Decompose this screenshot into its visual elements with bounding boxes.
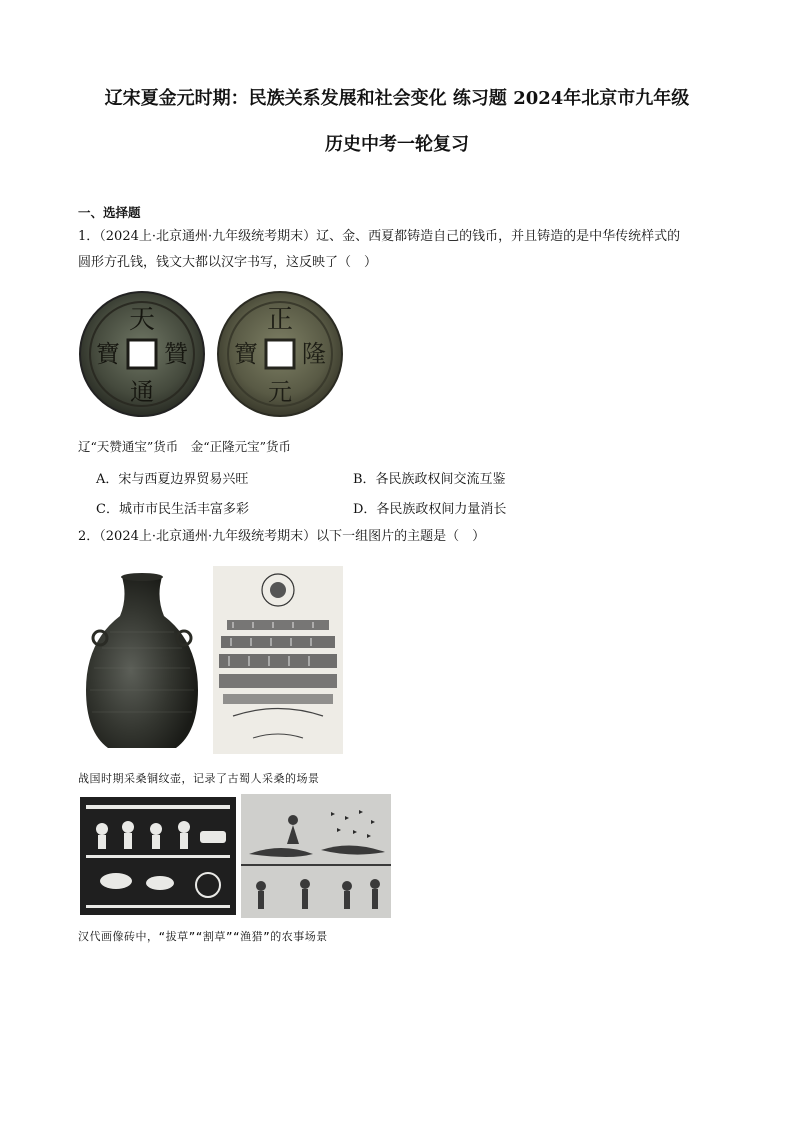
section-heading: 一、选择题 — [78, 205, 141, 220]
question-1-line-2: 圆形方孔钱，钱文大都以汉字书写，这反映了（ ） — [78, 255, 378, 270]
coin1-char-right: 贊 — [164, 340, 188, 368]
bronze-pot-image — [80, 572, 204, 754]
pot-rubbing-image — [213, 566, 343, 754]
option-d[interactable]: D．各民族政权间力量消长 — [353, 502, 507, 517]
coins-image — [76, 290, 348, 418]
option-a[interactable]: A．宋与西夏边界贸易兴旺 — [96, 472, 249, 487]
title-line-1: 辽宋夏金元时期：民族关系发展和社会变化 练习题 2024年北京市九年级 — [104, 88, 690, 109]
question-1-stem — [78, 224, 722, 276]
option-b[interactable]: B．各民族政权间交流互鉴 — [353, 472, 506, 487]
question-1-line-1: 1．（2024上·北京通州·九年级统考期末）辽、金、西夏都铸造自己的钱币，并且铸造的是中华传统样式的 — [78, 229, 681, 244]
coin2-char-left: 寶 — [234, 340, 258, 368]
coin-zhenglong — [218, 292, 342, 416]
han-brick-image-1 — [80, 797, 236, 915]
coin1-char-top: 天 — [128, 305, 156, 335]
title-line-2: 历史中考一轮复习 — [325, 134, 469, 155]
coin1-char-left: 寶 — [96, 340, 120, 368]
page-title — [60, 76, 734, 168]
han-brick-image-2 — [241, 794, 391, 918]
option-c[interactable]: C．城市市民生活丰富多彩 — [96, 502, 249, 517]
han-brick-caption: 汉代画像砖中，“拔草”“割草”“渔猎”的农事场景 — [78, 930, 328, 943]
coins-caption: 辽“天赞通宝”货币 金“正隆元宝”货币 — [78, 439, 292, 454]
question-2-stem: 2．（2024上·北京通州·九年级统考期末）以下一组图片的主题是（ ） — [78, 529, 486, 544]
coin-tianzan — [80, 292, 204, 416]
coin2-char-top: 正 — [266, 305, 294, 335]
coin1-char-bottom: 通 — [130, 378, 154, 406]
pot-caption: 战国时期采桑铜纹壶，记录了古蜀人采桑的场景 — [78, 772, 320, 785]
coin2-char-right: 隆 — [302, 340, 326, 368]
coin2-char-bottom: 元 — [268, 378, 292, 406]
